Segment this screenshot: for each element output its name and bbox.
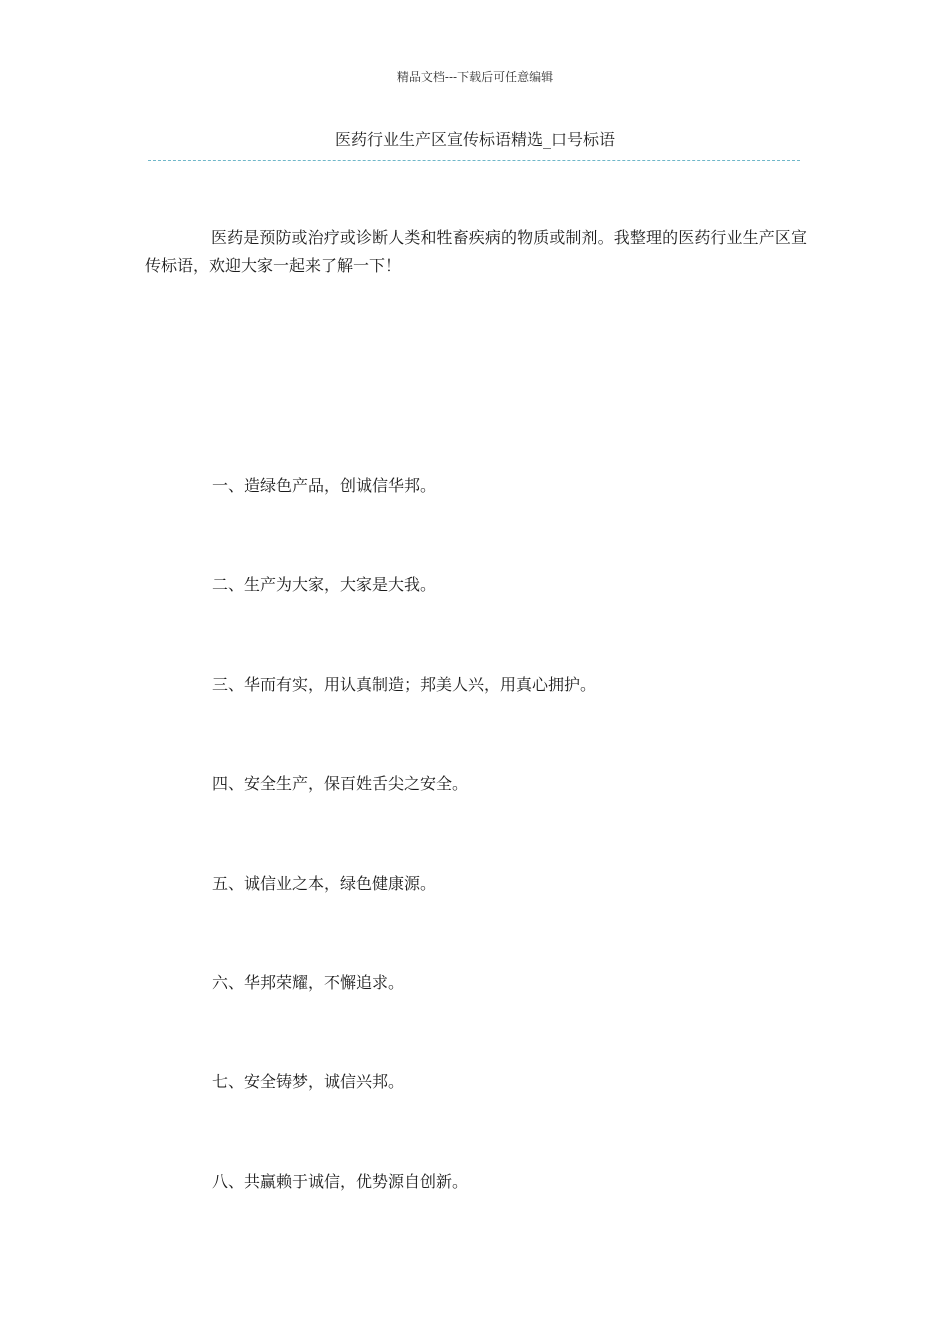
title-divider [148,160,800,161]
slogan-item: 一、造绿色产品，创诚信华邦。 [212,476,437,495]
slogan-item: 二、生产为大家，大家是大我。 [212,575,437,594]
slogan-item: 三、华而有实，用认真制造；邦美人兴，用真心拥护。 [212,675,597,694]
slogan-item: 七、安全铸梦，诚信兴邦。 [212,1072,405,1091]
slogan-item: 五、诚信业之本，绿色健康源。 [212,874,437,893]
document-title: 医药行业生产区宣传标语精选_口号标语 [334,130,615,149]
slogan-item: 六、华邦荣耀，不懈追求。 [212,973,405,992]
header-note: 精品文档---下载后可任意编辑 [396,70,554,84]
slogan-item: 八、共赢赖于诚信，优势源自创新。 [212,1172,469,1191]
intro-paragraph: 医药是预防或治疗或诊断人类和牲畜疾病的物质或制剂。我整理的医药行业生产区宣传标语，欢迎大家一起来了解一下！ [145,228,807,275]
slogan-item: 四、安全生产，保百姓舌尖之安全。 [212,774,469,793]
